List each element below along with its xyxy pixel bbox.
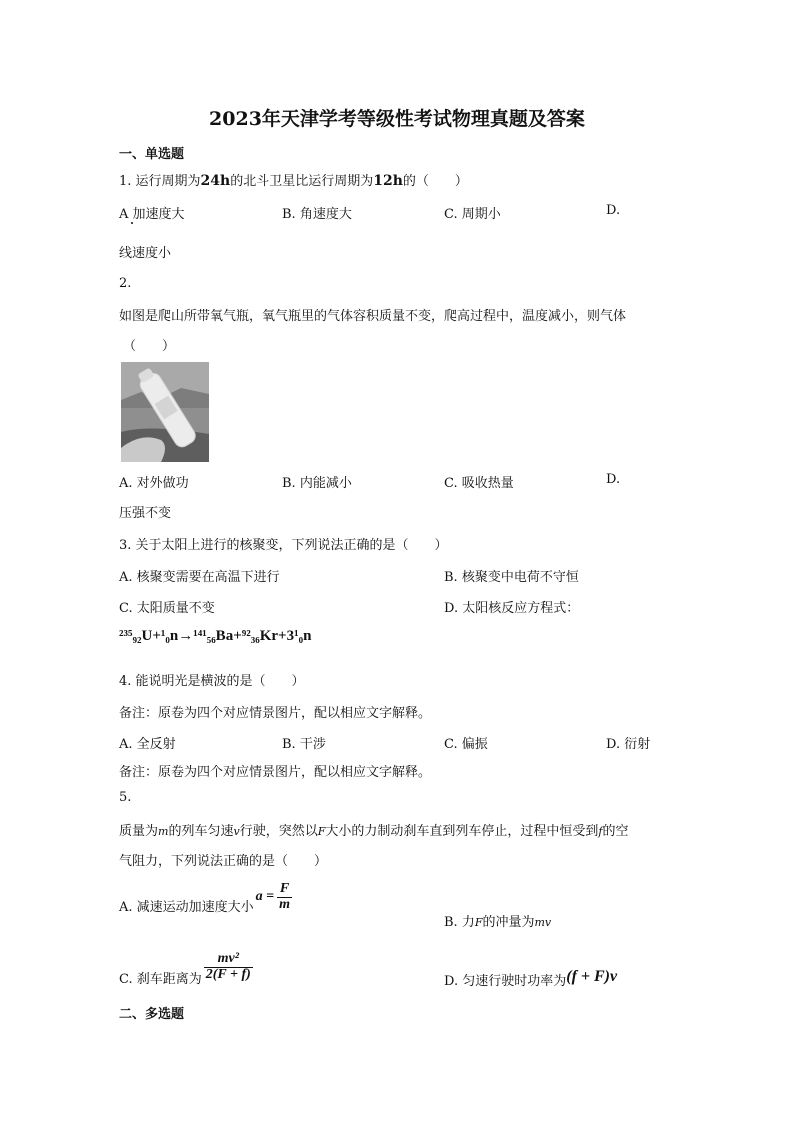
q5-option-a-lhs: a = bbox=[255, 889, 275, 904]
q5-option-c-label: C. 刹车距离为 bbox=[119, 971, 202, 987]
q5-option-a-label: A. 减速运动加速度大小 bbox=[119, 899, 254, 915]
symbol-F: F bbox=[317, 825, 326, 838]
q3-option-c: C. 太阳质量不变 bbox=[119, 601, 215, 616]
oxygen-bottle-illustration bbox=[121, 362, 209, 462]
q4-option-d: D. 衍射 bbox=[606, 737, 651, 752]
q4-note-2: 备注：原卷为四个对应情景图片，配以相应文字解释。 bbox=[119, 765, 432, 780]
q5-text-4: 大小的力制动刹车直到列车停止，过程中恒受到 bbox=[325, 824, 599, 839]
q5-text-1: 质量为 bbox=[119, 824, 159, 839]
q4-option-b: B. 干涉 bbox=[282, 737, 326, 752]
fraction-numerator: F bbox=[277, 882, 292, 898]
q1-pre: 1. 运行周期为 bbox=[119, 174, 201, 189]
section-multi-choice: 二、多选题 bbox=[119, 1007, 185, 1022]
q3-option-b: B. 核聚变中电荷不守恒 bbox=[444, 570, 579, 585]
page-title: 2023年天津学考等级性考试物理真题及答案 bbox=[209, 108, 585, 130]
q1-period-24h: 24h bbox=[200, 173, 231, 189]
q2-stem: 如图是爬山所带氧气瓶，氧气瓶里的气体容积质量不变，爬高过程中，温度减小，则气体 bbox=[119, 309, 627, 324]
q5-text-5: 的空 bbox=[602, 824, 629, 839]
q5-stem-line2: 气阻力，下列说法正确的是（ ） bbox=[119, 854, 328, 869]
fraction-denominator: m bbox=[279, 896, 291, 912]
q5-option-b-text-1: B. 力 bbox=[444, 915, 475, 930]
q3-stem: 3. 关于太阳上进行的核聚变，下列说法正确的是（ ） bbox=[119, 538, 448, 553]
q2-paren: （ ） bbox=[123, 339, 176, 354]
q1-stem bbox=[119, 170, 468, 189]
fraction-numerator: mv² bbox=[204, 952, 253, 968]
q5-option-a-fraction bbox=[277, 882, 292, 912]
q3-option-d: D. 太阳核反应方程式： bbox=[444, 601, 580, 616]
q1-dot-mark bbox=[131, 222, 133, 224]
q1-mid: 的北斗卫星比运行周期为 bbox=[230, 174, 374, 189]
nuclear-equation: ²³⁵₉₂U+¹₀n→¹⁴¹₅₆Ba+⁹²₃₆Kr+3¹₀n bbox=[119, 628, 312, 644]
q1-option-c: C. 周期小 bbox=[444, 207, 501, 222]
q1-option-d: D. bbox=[606, 203, 621, 218]
q5-text-2: 的列车匀速 bbox=[168, 824, 234, 839]
q1-option-b: B. 角速度大 bbox=[282, 207, 352, 222]
section-single-choice: 一、单选题 bbox=[119, 147, 185, 162]
symbol-m: m bbox=[158, 825, 169, 838]
q4-option-a: A. 全反射 bbox=[119, 737, 176, 752]
q5-option-a bbox=[119, 880, 292, 926]
q5-option-d-expression: (f + F)v bbox=[566, 968, 618, 985]
q5-option-b-text-2: 的冲量为 bbox=[482, 915, 535, 930]
q2-option-c: C. 吸收热量 bbox=[444, 476, 514, 491]
q1-option-d-text: 线速度小 bbox=[119, 246, 172, 261]
q5-option-c bbox=[119, 942, 253, 992]
q5-option-d-label: D. 匀速行驶时功率为 bbox=[444, 974, 567, 989]
q1-post: 的（ ） bbox=[402, 174, 468, 189]
q2-number: 2. bbox=[119, 276, 132, 291]
q4-stem: 4. 能说明光是横波的是（ ） bbox=[119, 674, 305, 689]
q1-option-a: A 加速度大 bbox=[119, 207, 185, 222]
q5-stem-line1 bbox=[119, 820, 628, 839]
q3-option-a: A. 核聚变需要在高温下进行 bbox=[119, 570, 280, 585]
q2-option-d-text: 压强不变 bbox=[119, 506, 172, 521]
symbol-v: v bbox=[233, 825, 240, 838]
symbol-f: f bbox=[598, 825, 603, 838]
symbol-mv: mv bbox=[534, 916, 552, 929]
q2-option-b: B. 内能减小 bbox=[282, 476, 352, 491]
q5-text-3: 行驶，突然以 bbox=[239, 824, 318, 839]
q2-option-a: A. 对外做功 bbox=[119, 476, 189, 491]
q5-option-b bbox=[444, 911, 551, 930]
q4-option-c: C. 偏振 bbox=[444, 737, 488, 752]
symbol-F: F bbox=[474, 916, 483, 929]
q5-number: 5. bbox=[119, 790, 132, 805]
q4-note-1: 备注：原卷为四个对应情景图片，配以相应文字解释。 bbox=[119, 706, 432, 721]
q2-option-d: D. bbox=[606, 472, 621, 487]
q5-option-c-fraction bbox=[204, 952, 253, 982]
q1-period-12h: 12h bbox=[373, 173, 403, 189]
q5-option-d bbox=[444, 970, 617, 990]
fraction-denominator: 2(F + f) bbox=[205, 966, 251, 982]
oxygen-bottle-photo bbox=[121, 362, 209, 462]
